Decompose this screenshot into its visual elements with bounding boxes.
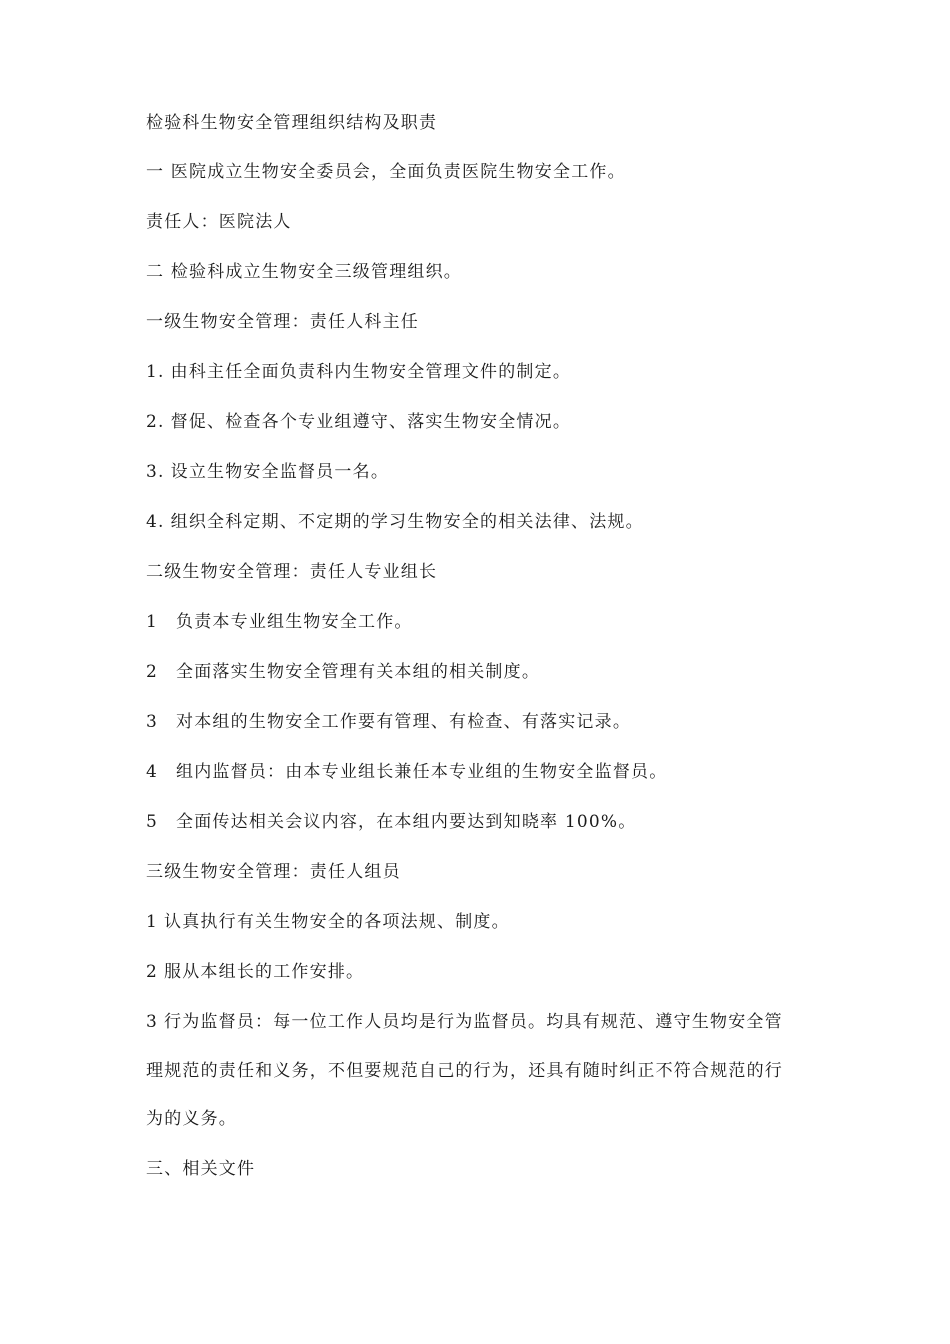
list-item-text: 行为监督员：每一位工作人员均是行为监督员。均具有规范、遵守生物安全管 (164, 1012, 783, 1032)
section1-responsible: 责任人：医院法人 (146, 212, 292, 232)
list-item-continuation: 为的义务。 (146, 1109, 237, 1129)
level1-heading: 一级生物安全管理：责任人科主任 (146, 312, 419, 332)
list-item (146, 361, 571, 383)
section1-heading: 一 医院成立生物安全委员会，全面负责医院生物安全工作。 (146, 162, 626, 182)
list-item-text: 对本组的生物安全工作要有管理、有检查、有落实记录。 (176, 712, 632, 732)
list-item-text: 认真执行有关生物安全的各项法规、制度。 (164, 912, 510, 932)
list-item-text: 督促、检查各个专业组遵守、落实生物安全情况。 (170, 412, 572, 432)
list-item-text: 组织全科定期、不定期的学习生物安全的相关法律、法规。 (170, 512, 644, 532)
list-item-number: 4. (146, 512, 165, 532)
list-item-text: 组内监督员：由本专业组长兼任本专业组的生物安全监督员。 (176, 762, 668, 782)
list-item-number: 1. (146, 362, 165, 382)
list-item-number: 2. (146, 412, 165, 432)
list-item (146, 711, 631, 733)
list-item-number: 5 (146, 812, 159, 832)
list-item-continuation: 理规范的责任和义务，不但要规范自己的行为，还具有随时纠正不符合规范的行 (146, 1061, 783, 1081)
list-item (146, 411, 571, 433)
list-item-number: 3. (146, 462, 165, 482)
document-title: 检验科生物安全管理组织结构及职责 (146, 113, 438, 133)
list-item (146, 811, 636, 833)
list-item (146, 661, 540, 683)
list-item-number: 1 (146, 612, 159, 632)
list-item-text: 服从本组长的工作安排。 (164, 962, 365, 982)
list-item (146, 761, 667, 783)
list-item-text: 全面传达相关会议内容，在本组内要达到知晓率 100%。 (176, 812, 637, 832)
list-item-text: 负责本专业组生物安全工作。 (176, 612, 413, 632)
list-item (146, 961, 364, 983)
list-item-number: 1 (146, 912, 159, 932)
list-item-text: 全面落实生物安全管理有关本组的相关制度。 (176, 662, 541, 682)
list-item (146, 461, 389, 483)
list-item-number: 2 (146, 962, 159, 982)
list-item-text: 由科主任全面负责科内生物安全管理文件的制定。 (170, 362, 572, 382)
list-item (146, 611, 413, 633)
list-item-number: 3 (146, 712, 159, 732)
section2-heading: 二 检验科成立生物安全三级管理组织。 (146, 262, 463, 282)
section3-heading: 三、相关文件 (146, 1159, 256, 1179)
list-item-number: 3 (146, 1012, 159, 1032)
list-item-text: 设立生物安全监督员一名。 (170, 462, 390, 482)
list-item (146, 511, 644, 533)
list-item-number: 4 (146, 762, 159, 782)
list-item (146, 911, 510, 933)
level2-heading: 二级生物安全管理：责任人专业组长 (146, 562, 438, 582)
list-item (146, 1011, 783, 1033)
level3-heading: 三级生物安全管理：责任人组员 (146, 862, 401, 882)
list-item-number: 2 (146, 662, 159, 682)
